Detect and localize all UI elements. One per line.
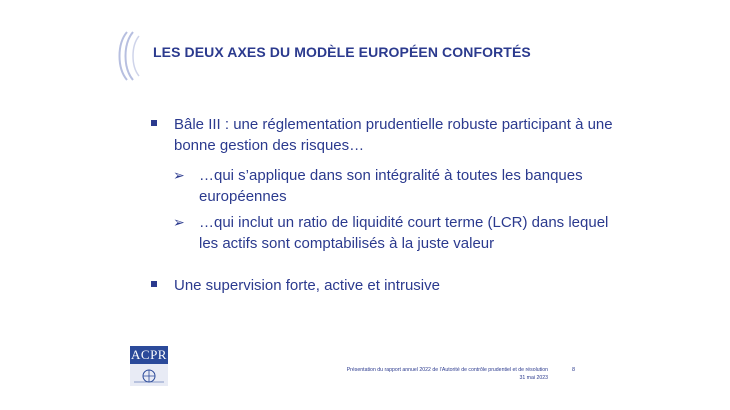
arrow-bullet-icon: ➢ xyxy=(173,214,185,230)
page-number: 8 xyxy=(572,367,576,373)
square-bullet-icon xyxy=(151,281,157,287)
footer-text xyxy=(300,366,548,382)
sub-bullet-text: …qui s’applique dans son intégralité à toutes les banques européennes xyxy=(199,167,583,205)
banque-de-france-emblem-icon xyxy=(130,364,168,386)
arrow-bullet-icon: ➢ xyxy=(173,167,185,183)
logo-text: ACPR xyxy=(131,347,167,362)
sub-bullet-item xyxy=(150,212,620,254)
bullet-item xyxy=(150,114,620,156)
bracket-decoration-icon xyxy=(117,30,157,82)
footer-line-1: Présentation du rapport annuel 2022 de l’Autorité de contrôle prudentiel et de résolution xyxy=(346,367,548,373)
bullet-text: Bâle III : une réglementation prudentielle robuste participant à une bonne gestion des risques… xyxy=(174,116,613,154)
footer-line-2: 31 mai 2023 xyxy=(519,375,548,381)
square-bullet-icon xyxy=(151,120,157,126)
bullet-text: Une supervision forte, active et intrusive xyxy=(174,277,440,294)
slide-title: LES DEUX AXES DU MODÈLE EUROPÉEN CONFORTÉS xyxy=(153,44,531,60)
slide-content xyxy=(150,114,620,296)
bullet-item xyxy=(150,275,620,296)
sub-bullet-text: …qui inclut un ratio de liquidité court terme (LCR) dans lequel les actifs sont comptabilisés à la juste valeur xyxy=(199,214,609,252)
sub-bullet-item xyxy=(150,165,620,207)
acpr-logo xyxy=(130,346,168,386)
